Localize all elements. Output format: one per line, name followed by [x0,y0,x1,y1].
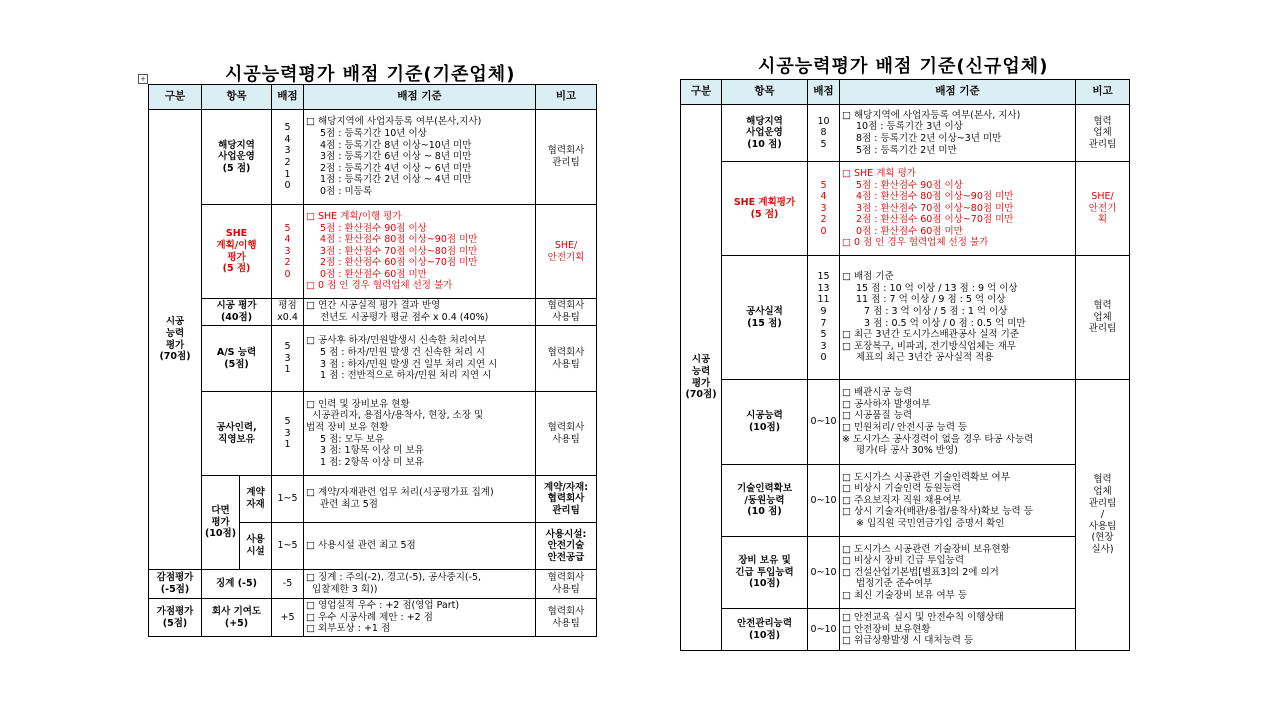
criteria-cell [304,326,536,392]
table-move-handle-icon[interactable]: + [138,74,148,84]
criteria-line: 제표의 최근 3년간 공사실적 적용 [856,352,994,364]
criteria-cell [840,105,1076,162]
criteria-cell [840,256,1076,380]
note-cell: 협력회사 사용팀 [536,299,597,326]
left-criteria-table [148,84,597,637]
item-cell: 공사인력, 직영보유 [202,392,272,476]
score-value: 9 [820,305,827,317]
item-cell: 해당지역 사업운영 (10 점) [722,105,808,162]
score-value: 4 [820,191,827,203]
criteria-line: 15 점 : 10 억 이상 / 13 점 : 9 억 이상 [856,282,1018,294]
score-value: 5 [820,138,827,150]
score-value: x0.4 [277,312,298,323]
criteria-line: □ 영업실적 우수 : +2 점(영업 Part) [306,600,460,612]
score-value: 0 [820,352,827,364]
criteria-line: 3점 : 등록기간 6년 이상 ~ 8년 미만 [320,151,472,163]
criteria-line: 2점 : 환산점수 60점 이상~70점 미만 [856,214,1014,226]
header-cell: 비고 [536,85,597,110]
criteria-line: □ 포장복구, 비파괴, 전기방식업체는 재무 [842,340,1016,352]
criteria-line: 3 점 : 0.5 억 이상 / 0 점 : 0.5 억 미만 [864,317,1026,329]
score-value: 7 [820,317,827,329]
note-cell: 협력회사 관리팀 [536,110,597,205]
criteria-line: 관련 최고 5점 [320,499,378,510]
criteria-cell [840,609,1076,651]
item-cell: SHE 계획평가 (5 점) [722,162,808,256]
right-criteria-table [680,79,1130,651]
score-value: 0 [820,225,827,237]
criteria-line: □ 상시 기술자(배관/용접/용착사)확보 능력 등 [842,506,1033,518]
header-cell: 비고 [1076,80,1130,105]
header-cell: 배점 기준 [840,80,1076,105]
criteria-line: □ SHE 계획/이행 평가 [306,210,402,222]
score-value: 1 [284,168,291,180]
score-value: 5 [284,122,291,134]
item-cell: 장비 보유 및 긴급 투입능력 (10점) [722,537,808,609]
criteria-line: 7 점 : 3 억 이상 / 5 점 : 1 억 이상 [864,305,1008,317]
table-row [681,105,1130,162]
table-row [681,162,1130,256]
score-value: 1 [284,364,291,376]
criteria-cell [304,299,536,326]
criteria-line: □ 연간 시공실적 평가 결과 반영 [306,300,441,312]
score-value: 15 [817,271,830,283]
criteria-line: 5점 : 등록기간 2년 미만 [856,144,957,156]
score-cell: 1~5 [272,476,304,523]
table-row [149,326,597,392]
score-value: 3 [820,340,827,352]
criteria-line: 1 점: 2항목 이상 미 보유 [320,456,424,468]
score-value: 0 [284,268,291,280]
criteria-line: □ 안전교육 실시 및 안전수칙 이행상태 [842,612,1004,624]
criteria-line: □ 배점 기준 [842,271,894,283]
item-cell: 안전관리능력 (10점) [722,609,808,651]
item-cell: A/S 능력 (5점) [202,326,272,392]
right-header-row [681,80,1130,105]
note-cell: 협력회사 사용팀 [536,599,597,637]
criteria-line: 5 점: 모두 보유 [320,433,385,445]
score-value: 1 [284,439,291,451]
score-value: 4 [284,133,291,145]
criteria-line: ※ 도시가스 공사경력이 없을 경우 타공 사능력 [842,433,1034,445]
score-value: 4 [284,234,291,246]
criteria-line: 전년도 시공평가 평균 점수 x 0.4 (40%) [320,312,489,323]
score-cell [808,256,840,380]
criteria-line: 5점 : 등록기간 10년 이상 [320,128,427,140]
score-value: 2 [284,157,291,168]
score-cell: 0~10 [808,465,840,537]
criteria-line: ※ 입직원 국민연금가입 증명서 확인 [856,517,1005,529]
table-row [149,110,597,205]
category-cell: 감점평가 (-5점) [149,570,202,599]
score-value: 3 [820,202,827,214]
score-cell [808,162,840,256]
right-title: 시공능력평가 배점 기준(신규업체) [758,56,1049,77]
score-value: 3 [284,427,291,439]
criteria-line: □ 해당지역에 사업자등록 여부(본사, 지사) [842,109,1021,121]
item-cell: 해당지역 사업운영 (5 점) [202,110,272,205]
criteria-line: 1점 : 등록기간 2년 이상 ~ 4년 미만 [320,174,472,186]
score-value: 10 [817,115,830,127]
header-cell: 배점 [808,80,840,105]
left-title: 시공능력평가 배점 기준(기존업체) [225,64,516,85]
score-value: 8 [820,127,827,139]
criteria-line: □ 비상시 기술인력 동원능력 [842,483,961,495]
criteria-line: □ 최근 3년간 도시가스배관공사 실적 기준 [842,329,1019,341]
score-value: 0 [284,180,291,192]
criteria-line: 법적 장비 보유 현황 [306,421,389,433]
criteria-line: □ 최신 기술장비 보유 여부 등 [842,589,968,601]
criteria-cell [840,380,1076,465]
note-cell: 협력회사 사용팀 [536,392,597,476]
score-value: 평점 [278,300,297,312]
criteria-line: □ 배관시공 능력 [842,387,913,399]
score-cell [272,326,304,392]
criteria-line: □ 0 점 인 경우 협력업체 선정 불가 [842,237,989,249]
criteria-cell [304,570,536,599]
category-cell: 시공 능력 평가 (70점) [681,105,722,651]
score-value: 11 [817,294,830,306]
criteria-line: □ 민원처리/ 안전시공 능력 등 [842,422,968,433]
criteria-line: □ 도시가스 시공관련 기술장비 보유현황 [842,543,1010,555]
table-row [149,392,597,476]
note-cell: 사용시설: 안전기술 안전공급 [536,523,597,570]
note-cell: 협력회사 사용팀 [536,326,597,392]
header-cell: 구분 [149,85,202,110]
criteria-line: 2점 : 등록기간 4년 이상 ~ 6년 미만 [320,162,472,174]
criteria-line: □ 공사후 하자/민원발생시 신속한 처리여부 [306,335,487,347]
score-cell [272,110,304,205]
score-value: 5 [820,179,827,191]
item-cell: 회사 기여도 (+5) [202,599,272,637]
criteria-line: □ 징계 : 주의(-2), 경고(-5), 공사중지(-5, [306,572,482,584]
score-value: 3 [284,145,291,157]
criteria-line: 4점 : 등록기간 8년 이상~10년 미만 [320,139,472,151]
table-row [681,609,1130,651]
table-row [149,299,597,326]
criteria-line: □ 시공품질 능력 [842,410,913,422]
table-row [149,570,597,599]
header-cell: 항목 [722,80,808,105]
table-row [681,256,1130,380]
criteria-line: □ 도시가스 시공관련 기술인력확보 여부 [842,471,1010,483]
header-cell: 항목 [202,85,272,110]
criteria-cell [304,523,536,570]
score-value: 13 [817,282,830,294]
criteria-line: □ 건설산업기본법[별표3]의 2에 의거 [842,566,999,578]
score-cell: 0~10 [808,380,840,465]
score-value: 5 [284,416,291,428]
criteria-line: 3 점 : 하자/민원 발생 건 일부 처리 지연 시 [320,358,498,370]
note-cell: SHE/ 안전기획 [536,205,597,299]
criteria-line: 3점 : 환산점수 70점 이상~80점 미만 [320,245,478,257]
criteria-line: 0점 : 미등록 [320,185,373,197]
score-value: 3 [284,352,291,364]
criteria-line: □ 우수 시공사례 제안 : +2 점 [306,611,433,623]
criteria-line: 10점 : 등록기간 3년 이상 [856,121,963,133]
criteria-line: 법정기준 준수여부 [856,578,933,590]
item-cell: 기술인력확보 /동원능력 (10 점) [722,465,808,537]
header-cell: 배점 [272,85,304,110]
item-cell: 시공 평가 (40점) [202,299,272,326]
score-value: 2 [284,257,291,269]
criteria-line: □ 해당지역에 사업자등록 여부(본사,지사) [306,116,482,128]
criteria-cell [840,537,1076,609]
criteria-line: 0점 : 환산점수 60점 미만 [856,225,963,237]
criteria-line: 평가(타 공사 30% 반영) [856,445,958,457]
note-cell: 협력 업체 관리팀 / 사용팀 (현장 실사) [1076,380,1130,651]
score-cell [808,105,840,162]
criteria-line: 2점 : 환산점수 60점 이상~70점 미만 [320,257,478,269]
criteria-line: 시공관리자, 용접사/용착사, 현장, 소장 및 [312,410,484,422]
criteria-cell [840,162,1076,256]
criteria-line: □ 사용시설 관련 최고 5점 [306,540,416,552]
criteria-line: 3 점: 1항목 이상 미 보유 [320,445,424,457]
note-cell: SHE/ 안전기 획 [1076,162,1130,256]
item-cell: 시공능력 (10점) [722,380,808,465]
criteria-line: 5 점 : 하자/민원 발생 건 신속한 처리 시 [320,346,486,358]
criteria-line: 5점 : 환산점수 90점 이상 [320,222,427,234]
item-cell: SHE 계획/이행 평가 (5 점) [202,205,272,299]
criteria-cell [304,392,536,476]
criteria-line: □ 인력 및 장비보유 현황 [306,398,410,410]
criteria-line: 11 점 : 7 억 이상 / 9 점 : 5 억 이상 [856,294,1006,306]
score-cell: -5 [272,570,304,599]
criteria-cell [304,476,536,523]
header-cell: 배점 기준 [304,85,536,110]
criteria-line: □ 계약/자재관련 업무 처리(시공평가표 집계) [306,487,494,499]
criteria-line: 3점 : 환산점수 70점 이상~80점 미만 [856,202,1014,214]
criteria-line: 0점 : 환산점수 60점 미만 [320,268,427,280]
category-cell: 가점평가 (5점) [149,599,202,637]
criteria-line: 8점 : 등록기간 2년 이상~3년 미만 [856,133,1002,144]
criteria-cell [304,205,536,299]
score-cell [272,392,304,476]
score-value: 5 [284,341,291,353]
table-row [681,537,1130,609]
criteria-line: □ 위급상황발생 시 대처능력 등 [842,635,974,647]
header-cell: 구분 [681,80,722,105]
item-cell: 다면 평가 (10점) [202,476,240,570]
note-cell: 협력회사 사용팀 [536,570,597,599]
criteria-line: □ 주요보직자 직원 채용여부 [842,494,961,506]
criteria-line: 입찰제한 3 회)) [312,584,378,595]
criteria-cell [304,110,536,205]
criteria-line: □ SHE 계획 평가 [842,167,916,179]
criteria-line: 4점 : 환산점수 80점 이상~90점 미만 [320,234,478,246]
note-cell: 협력 업체 관리팀 [1076,256,1130,380]
criteria-line: □ 안전장비 보유현황 [842,623,931,635]
score-value: 5 [820,329,827,341]
note-cell: 계약/자재: 협력회사 관리팀 [536,476,597,523]
left-header-row [149,85,597,110]
table-row [149,599,597,637]
criteria-line: □ 외부포상 : +1 점 [306,623,391,635]
criteria-cell [304,599,536,637]
table-row [681,465,1130,537]
criteria-line: 4점 : 환산점수 80점 이상~90점 미만 [856,191,1014,203]
category-cell: 시공 능력 평가 (70점) [149,110,202,570]
item-cell: 공사실적 (15 점) [722,256,808,380]
table-row [149,476,597,523]
table-row [681,380,1130,465]
criteria-line: 1 점 : 전반적으로 하자/민원 처리 지연 시 [320,370,492,382]
score-value: 2 [820,214,827,226]
criteria-line: 5점 : 환산점수 90점 이상 [856,179,963,191]
note-cell: 협력 업체 관리팀 [1076,105,1130,162]
score-cell: 0~10 [808,537,840,609]
criteria-line: □ 비상시 장비 긴급 투입능력 [842,555,965,567]
criteria-line: □ 0 점 인 경우 협력업체 선정 불가 [306,280,453,292]
criteria-line: □ 공사하자 발생여부 [842,398,931,410]
table-row [149,205,597,299]
score-cell: +5 [272,599,304,637]
criteria-cell [840,465,1076,537]
subitem-cell: 사용 시설 [240,523,272,570]
item-cell: 징계 (-5) [202,570,272,599]
score-cell [272,299,304,326]
subitem-cell: 계약 자재 [240,476,272,523]
score-cell: 0~10 [808,609,840,651]
score-value: 5 [284,222,291,234]
score-cell [272,205,304,299]
score-value: 3 [284,245,291,257]
score-cell: 1~5 [272,523,304,570]
